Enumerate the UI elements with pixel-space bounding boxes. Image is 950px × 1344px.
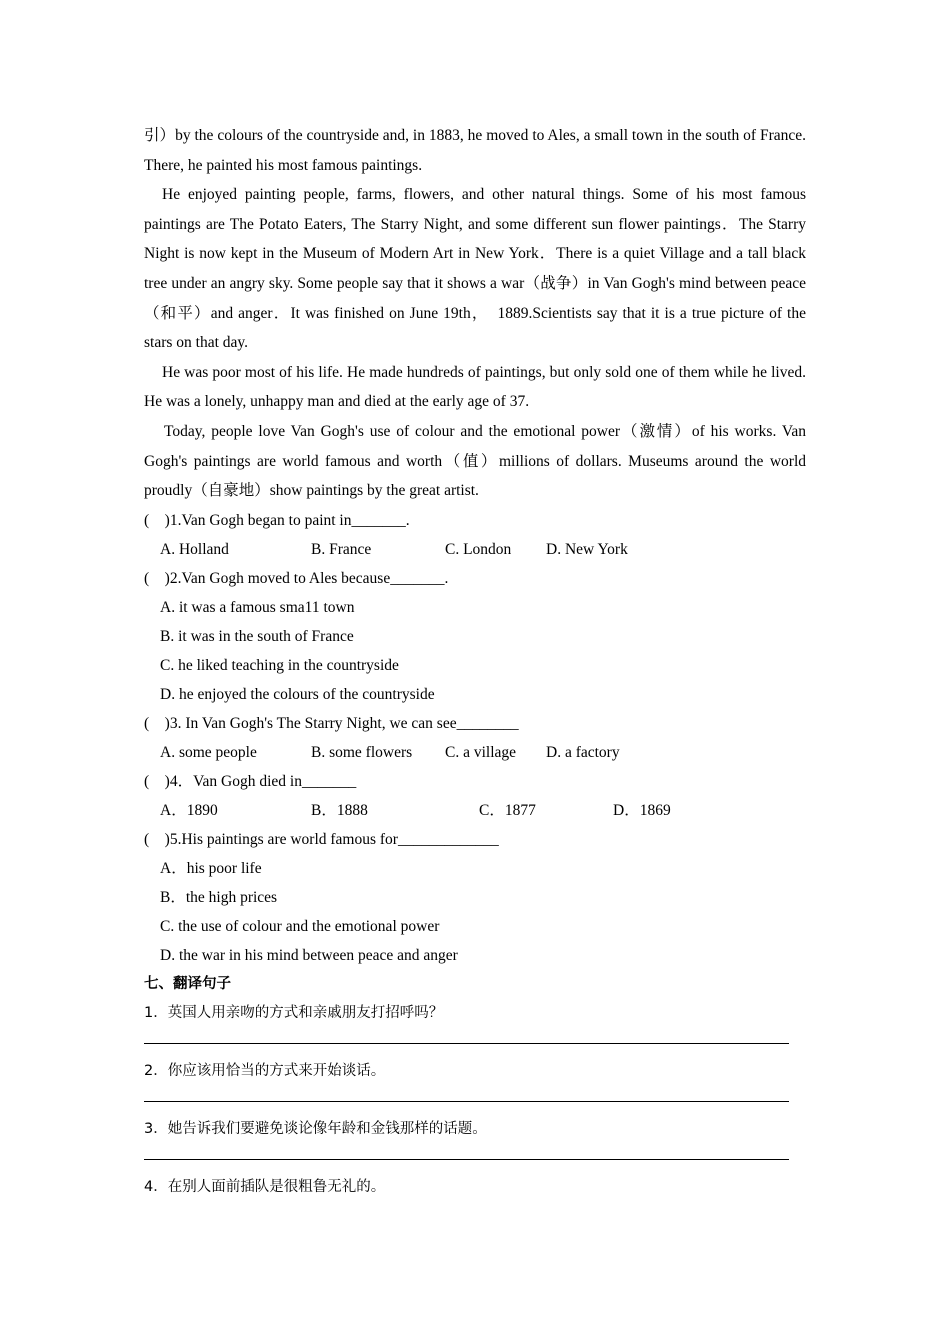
question-5-stem: ( )5.His paintings are world famous for_____________ bbox=[144, 830, 499, 848]
option-a: A．1890 bbox=[160, 801, 218, 819]
passage-paragraph: He was poor most of his life. He made hundreds of paintings, but only sold one of them while he lived. He was a lonely, unhappy man and died at the early age of 37. bbox=[144, 363, 806, 411]
option-c: C．1877 bbox=[479, 801, 536, 819]
option-c: C. a village bbox=[445, 743, 517, 761]
passage-paragraph: He enjoyed painting people, farms, flowers, and other natural things. Some of his most famous paintings are The Potato Eaters, The Starry Night, and some different sun flower paintings．The Starry Night is now kept in the Museum of Modern Art in New York．There is a quiet Village and a tall black tree under an angry sky. Some people say that it shows a war（战争）in Van Gogh's mind between peace（和平）and anger．It was finished on June 19th， 1889.Scientists say that it is a true picture of the stars on that day. bbox=[144, 186, 806, 352]
option-d: D. the war in his mind between peace and anger bbox=[160, 946, 458, 964]
option-c: C. the use of colour and the emotional power bbox=[160, 917, 440, 935]
question-1-stem: ( )1.Van Gogh began to paint in_______. bbox=[144, 511, 410, 529]
section-title: 七、翻译句子 bbox=[144, 975, 231, 992]
option-d: D. he enjoyed the colours of the countryside bbox=[160, 685, 435, 703]
option-a: A. Holland bbox=[160, 540, 229, 558]
option-c: C. he liked teaching in the countryside bbox=[160, 656, 399, 674]
passage-paragraph: Today, people love Van Gogh's use of colour and the emotional power（激情）of his works. Van Gogh's paintings are world famous and worth（值）millions of dollars. Museums around the world proudly（自豪地）show paintings by the great artist. bbox=[144, 422, 806, 500]
question-2-stem: ( )2.Van Gogh moved to Ales because_______. bbox=[144, 569, 449, 587]
answer-line bbox=[144, 1086, 806, 1115]
option-a: A. some people bbox=[160, 743, 257, 761]
question-3-options bbox=[144, 738, 806, 767]
option-b: B．the high prices bbox=[160, 888, 278, 906]
document-page bbox=[144, 121, 806, 1202]
question-4-stem: ( )4．Van Gogh died in_______ bbox=[144, 772, 357, 790]
passage-paragraph: 引）by the colours of the countryside and, in 1883, he moved to Ales, a small town in the south of France. There, he painted his most famous paintings. bbox=[144, 127, 806, 174]
question-3-stem: ( )3. In Van Gogh's The Starry Night, we can see________ bbox=[144, 714, 519, 732]
option-b: B. it was in the south of France bbox=[160, 627, 354, 645]
option-a: A．his poor life bbox=[160, 859, 262, 877]
option-b: B．1888 bbox=[311, 801, 368, 819]
option-a: A. it was a famous sma11 town bbox=[160, 598, 355, 616]
translation-item: 1．英国人用亲吻的方式和亲戚朋友打招呼吗？ bbox=[144, 1004, 444, 1021]
answer-line bbox=[144, 1028, 806, 1057]
option-b: B. some flowers bbox=[311, 743, 413, 761]
translation-item: 3．她告诉我们要避免谈论像年龄和金钱那样的话题。 bbox=[144, 1120, 487, 1137]
question-1-options bbox=[144, 535, 806, 564]
translation-item: 2．你应该用恰当的方式来开始谈话。 bbox=[144, 1062, 386, 1079]
question-4-options bbox=[144, 796, 806, 825]
option-b: B. France bbox=[311, 540, 372, 558]
option-d: D．1869 bbox=[613, 801, 671, 819]
translation-item: 4．在别人面前插队是很粗鲁无礼的。 bbox=[144, 1178, 386, 1195]
option-c: C. London bbox=[445, 540, 512, 558]
option-d: D. New York bbox=[546, 540, 628, 558]
option-d: D. a factory bbox=[546, 743, 620, 761]
answer-line bbox=[144, 1144, 806, 1173]
